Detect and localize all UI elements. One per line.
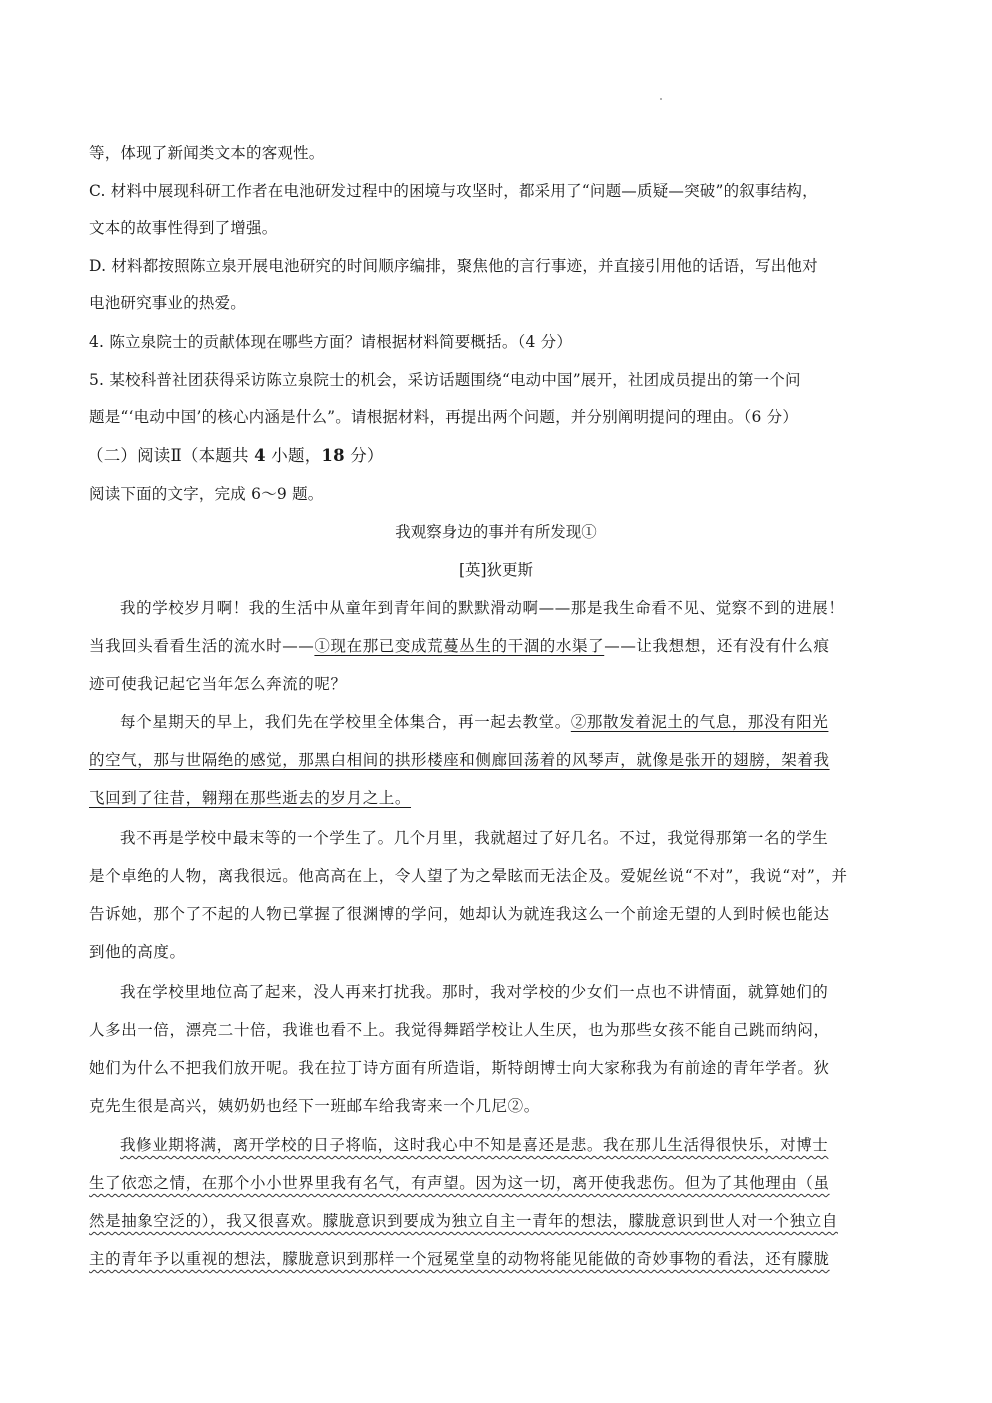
p1-line1: 我的学校岁月啊！我的生活中从童年到青年间的默默滑动啊——那是我生命看不见、觉察不到的进展！: [120, 599, 845, 617]
p4-line4: 克先生很是高兴，姨奶奶也经下一班邮车给我寄来一个几尼②。: [89, 1097, 540, 1115]
question-4: 4. 陈立泉院士的贡献体现在哪些方面？请根据材料简要概括。（4 分）: [89, 333, 573, 351]
p5-line2: [89, 1172, 830, 1194]
p1-line2-a: 当我回头看看生活的流水时——: [89, 637, 315, 655]
section-heading-pre: （二）阅读Ⅱ（本题共: [87, 446, 255, 465]
p2-line1: [120, 711, 828, 733]
article-title: 我观察身边的事并有所发现①: [395, 523, 597, 541]
p2-line3: [89, 787, 411, 809]
p5-line1: [120, 1134, 828, 1156]
option-d-line2: 电池研究事业的热爱。: [89, 294, 247, 312]
p5-line3-text: 然是抽象空泛的），我又很喜欢。朦胧意识到要成为独立自主一青年的想法，朦胧意识到世人对一个独立自: [89, 1212, 838, 1230]
p3-line3: 告诉她，那个了不起的人物已掌握了很渊博的学问，她却认为就连我这么一个前途无望的人到时候也能达: [89, 905, 830, 923]
section-heading: [87, 445, 384, 467]
option-d-line1: D. 材料都按照陈立泉开展电池研究的时间顺序编排，聚焦他的言行事迹，并直接引用他的话语，写出他对: [89, 257, 818, 275]
p3-line4: 到他的高度。: [89, 943, 186, 961]
p1-line2-b: ——让我想想，还有没有什么痕: [604, 637, 830, 655]
p4-line1: 我在学校里地位高了起来，没人再来打扰我。那时，我对学校的少女们一点也不讲情面，就算她们的: [120, 983, 829, 1001]
underlined-sentence-1: ①现在那已变成荒蔓丛生的干涸的水渠了: [314, 637, 605, 655]
question-5-line2: 题是“‘电动中国’的核心内涵是什么”。请根据材料，再提出两个问题，并分别阐明提问的理由。（6 分）: [89, 408, 799, 426]
p2-line1-a: 每个星期天的早上，我们先在学校里全体集合，再一起去教堂。: [120, 713, 571, 731]
option-b-continuation: 等，体现了新闻类文本的客观性。: [89, 144, 325, 162]
p2-line2-text: 的空气，那与世隔绝的感觉，那黑白相间的拱形楼座和侧廊回荡着的风琴声，就像是张开的翅膀，架着我: [89, 751, 830, 769]
p5-line4-text: 主的青年予以重视的想法，朦胧意识到那样一个冠冕堂皇的动物将能见能做的奇妙事物的看法，还有朦胧: [89, 1250, 830, 1268]
p1-line2: [89, 635, 830, 657]
section-heading-mid: 小题，: [265, 446, 322, 465]
section-instruction: 阅读下面的文字，完成 6～9 题。: [89, 485, 324, 503]
underlined-sentence-2: ②那散发着泥土的气息，那没有阳光: [570, 713, 829, 731]
p5-line2-text: 生了依恋之情，在那个小小世界里我有名气，有声望。因为这一切，离开使我悲伤。但为了其他理由（虽: [89, 1174, 830, 1192]
section-heading-post: 分）: [344, 446, 384, 465]
p5-line3: [89, 1210, 838, 1232]
p3-line2: 是个卓绝的人物，离我很远。他高高在上，令人望了为之晕眩而无法企及。爱妮丝说“不对”，我说“对”，并: [89, 867, 848, 885]
p4-line3: 她们为什么不把我们放开呢。我在拉丁诗方面有所造诣，斯特朗博士向大家称我为有前途的青年学者。狄: [89, 1059, 830, 1077]
p5-line4: [89, 1248, 830, 1270]
scan-speck: [660, 98, 662, 100]
option-c-line1: C. 材料中展现科研工作者在电池研发过程中的困境与攻坚时，都采用了“问题—质疑—突破”的叙事结构，: [89, 182, 818, 200]
p3-line1: 我不再是学校中最末等的一个学生了。几个月里，我就超过了好几名。不过，我觉得那第一名的学生: [120, 829, 829, 847]
article-author: [英]狄更斯: [458, 561, 534, 579]
section-heading-count: 4: [254, 446, 266, 465]
p5-line1-text: 我修业期将满，离开学校的日子将临，这时我心中不知是喜还是悲。我在那儿生活得很快乐，对博士: [120, 1136, 829, 1154]
p2-line3-text: 飞回到了往昔，翱翔在那些逝去的岁月之上。: [89, 789, 412, 807]
option-c-line2: 文本的故事性得到了增强。: [89, 219, 278, 237]
p4-line2: 人多出一倍，漂亮二十倍，我谁也看不上。我觉得舞蹈学校让人生厌，也为那些女孩不能自己跳而纳闷，: [89, 1021, 830, 1039]
p1-line3: 迹可使我记起它当年怎么奔流的呢？: [89, 675, 347, 693]
section-heading-score: 18: [321, 446, 345, 465]
question-5-line1: 5. 某校科普社团获得采访陈立泉院士的机会，采访话题围绕“电动中国”展开，社团成员提出的第一个问: [89, 371, 801, 389]
p2-line2: [89, 749, 830, 771]
